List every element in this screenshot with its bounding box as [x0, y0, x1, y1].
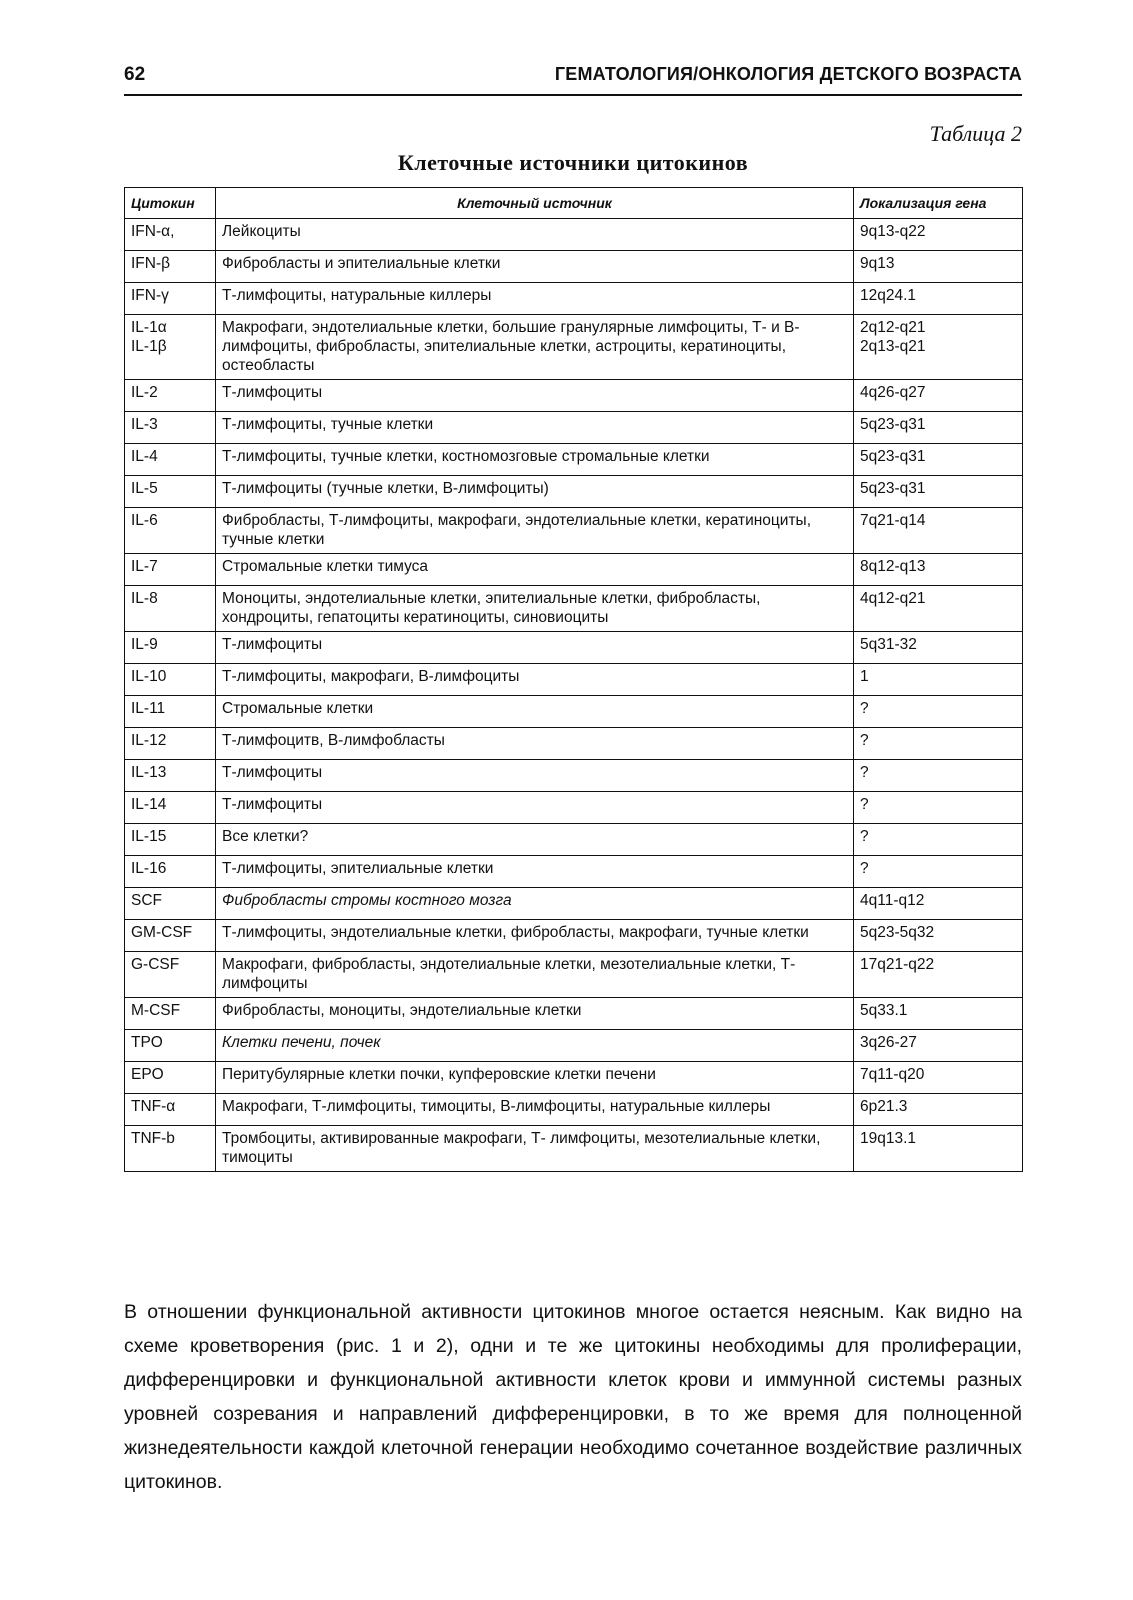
cell-cytokine: SCF	[125, 888, 216, 920]
table-row	[125, 824, 1023, 856]
table-row	[125, 1094, 1023, 1126]
cell-cytokine: GM-CSF	[125, 920, 216, 952]
table-row	[125, 251, 1023, 283]
table-row	[125, 554, 1023, 586]
cell-source: Макрофаги, фибробласты, эндотелиальные клетки, мезотелиальные клетки, Т-лимфоциты	[216, 952, 854, 998]
cell-gene: 5q23-q31	[854, 444, 1023, 476]
cell-gene: 1	[854, 664, 1023, 696]
table-row	[125, 412, 1023, 444]
table-row	[125, 664, 1023, 696]
cell-cytokine: IL-15	[125, 824, 216, 856]
cell-source: Т-лимфоцитв, В-лимфобласты	[216, 728, 854, 760]
cell-cytokine: IL-14	[125, 792, 216, 824]
cell-cytokine: IL-1α IL-1β	[125, 315, 216, 380]
cell-source: Перитубулярные клетки почки, купферовские клетки печени	[216, 1062, 854, 1094]
table-row	[125, 219, 1023, 251]
table-row	[125, 728, 1023, 760]
cell-source: Т-лимфоциты, тучные клетки	[216, 412, 854, 444]
cell-gene: 7q21-q14	[854, 508, 1023, 554]
cell-source: Т-лимфоциты	[216, 380, 854, 412]
cell-source: Тромбоциты, активированные макрофаги, Т- лимфоциты, мезотелиальные клетки, тимоциты	[216, 1126, 854, 1172]
cell-cytokine: IL-9	[125, 632, 216, 664]
cell-cytokine: IFN-γ	[125, 283, 216, 315]
cell-gene: 5q23-5q32	[854, 920, 1023, 952]
cell-cytokine: M-CSF	[125, 998, 216, 1030]
book-title: ГЕМАТОЛОГИЯ/ОНКОЛОГИЯ ДЕТСКОГО ВОЗРАСТА	[554, 64, 1022, 84]
cytokine-table	[124, 187, 1023, 1172]
cell-source: Фибробласты, Т-лимфоциты, макрофаги, эндотелиальные клетки, кератиноциты, тучные клетки	[216, 508, 854, 554]
cell-cytokine: IFN-α,	[125, 219, 216, 251]
table-row	[125, 1030, 1023, 1062]
cell-source: Т-лимфоциты, макрофаги, В-лимфоциты	[216, 664, 854, 696]
cell-cytokine: TPO	[125, 1030, 216, 1062]
cell-source: Т-лимфоциты	[216, 760, 854, 792]
cell-gene: 3q26-27	[854, 1030, 1023, 1062]
cell-cytokine: IL-5	[125, 476, 216, 508]
cell-gene: 5q33.1	[854, 998, 1023, 1030]
cell-source: Т-лимфоциты	[216, 792, 854, 824]
cell-cytokine: IL-6	[125, 508, 216, 554]
cell-cytokine: IL-3	[125, 412, 216, 444]
cell-cytokine: IL-11	[125, 696, 216, 728]
page-number: 62	[124, 64, 146, 85]
cell-source: Т-лимфоциты, натуральные киллеры	[216, 283, 854, 315]
table-row	[125, 888, 1023, 920]
cell-gene: 4q11-q12	[854, 888, 1023, 920]
cell-source: Стромальные клетки	[216, 696, 854, 728]
cell-gene: 5q23-q31	[854, 412, 1023, 444]
table-row	[125, 476, 1023, 508]
table-row	[125, 283, 1023, 315]
cell-cytokine: TNF-α	[125, 1094, 216, 1126]
cell-source: Фибробласты стромы костного мозга	[216, 888, 854, 920]
table-row	[125, 380, 1023, 412]
cell-cytokine: IL-8	[125, 586, 216, 632]
cell-gene: ?	[854, 856, 1023, 888]
table-row	[125, 952, 1023, 998]
table-row	[125, 998, 1023, 1030]
cell-gene: 7q11-q20	[854, 1062, 1023, 1094]
cell-gene: 9q13-q22	[854, 219, 1023, 251]
table-row	[125, 315, 1023, 380]
cell-gene: 17q21-q22	[854, 952, 1023, 998]
column-header-cytokine: Цитокин	[125, 188, 216, 219]
cell-source: Фибробласты и эпителиальные клетки	[216, 251, 854, 283]
cell-gene: 12q24.1	[854, 283, 1023, 315]
cell-source: Моноциты, эндотелиальные клетки, эпителиальные клетки, фибробласты, хондроциты, гепатоциты кератиноциты, синовиоциты	[216, 586, 854, 632]
table-row	[125, 1062, 1023, 1094]
cell-gene: ?	[854, 824, 1023, 856]
cell-source: Макрофаги, эндотелиальные клетки, большие гранулярные лимфоциты, Т- и В- лимфоциты, фибробласты, эпителиальные клетки, астроциты, кератиноциты, остеобласты	[216, 315, 854, 380]
table-label: Таблица 2	[929, 121, 1022, 146]
cell-gene: 9q13	[854, 251, 1023, 283]
cell-gene: 2q12-q21 2q13-q21	[854, 315, 1023, 380]
table-caption: Клеточные источники цитокинов	[397, 150, 749, 175]
table-row	[125, 586, 1023, 632]
cell-cytokine: TNF-b	[125, 1126, 216, 1172]
cell-source: Клетки печени, почек	[216, 1030, 854, 1062]
cell-cytokine: IL-7	[125, 554, 216, 586]
table-row	[125, 856, 1023, 888]
cell-source: Все клетки?	[216, 824, 854, 856]
table-row	[125, 792, 1023, 824]
cell-gene: 5q23-q31	[854, 476, 1023, 508]
cell-source: Т-лимфоциты, эндотелиальные клетки, фибробласты, макрофаги, тучные клетки	[216, 920, 854, 952]
cell-gene: 4q12-q21	[854, 586, 1023, 632]
cell-source: Макрофаги, Т-лимфоциты, тимоциты, В-лимфоциты, натуральные киллеры	[216, 1094, 854, 1126]
table-row	[125, 508, 1023, 554]
table-row	[125, 632, 1023, 664]
cell-gene: ?	[854, 792, 1023, 824]
cell-cytokine: G-CSF	[125, 952, 216, 998]
cell-gene: ?	[854, 696, 1023, 728]
cell-cytokine: EPO	[125, 1062, 216, 1094]
cell-source: Т-лимфоциты	[216, 632, 854, 664]
cell-gene: 19q13.1	[854, 1126, 1023, 1172]
cell-cytokine: IFN-β	[125, 251, 216, 283]
cell-source: Т-лимфоциты (тучные клетки, В-лимфоциты)	[216, 476, 854, 508]
cell-gene: 4q26-q27	[854, 380, 1023, 412]
column-header-source: Клеточный источник	[216, 188, 854, 219]
body-paragraph: В отношении функциональной активности цитокинов многое остается неясным. Как видно на схеме кроветворения (рис. 1 и 2), одни и те же цитокины необходимы для пролиферации, дифференцировки и функциональной активности клеток крови и иммунной системы разных уровней созревания и направлений дифференцировки, в то же время для полноценной жизнедеятельности каждой клеточной генерации необходимо сочетанное воздействие различных цитокинов.	[124, 1300, 1022, 1493]
cell-cytokine: IL-10	[125, 664, 216, 696]
cell-gene: 8q12-q13	[854, 554, 1023, 586]
cell-gene: ?	[854, 728, 1023, 760]
table-row	[125, 1126, 1023, 1172]
cell-source: Фибробласты, моноциты, эндотелиальные клетки	[216, 998, 854, 1030]
table-row	[125, 760, 1023, 792]
cell-gene: 6p21.3	[854, 1094, 1023, 1126]
table-body	[125, 219, 1023, 1172]
table-row	[125, 444, 1023, 476]
cell-cytokine: IL-12	[125, 728, 216, 760]
cell-cytokine: IL-16	[125, 856, 216, 888]
table-row	[125, 920, 1023, 952]
cell-source: Стромальные клетки тимуса	[216, 554, 854, 586]
running-head	[124, 62, 1022, 96]
cell-cytokine: IL-4	[125, 444, 216, 476]
cell-cytokine: IL-13	[125, 760, 216, 792]
cell-source: Т-лимфоциты, эпителиальные клетки	[216, 856, 854, 888]
cell-source: Лейкоциты	[216, 219, 854, 251]
cell-gene: 5q31-32	[854, 632, 1023, 664]
cell-source: Т-лимфоциты, тучные клетки, костномозговые стромальные клетки	[216, 444, 854, 476]
table-row	[125, 696, 1023, 728]
table-header-row	[125, 188, 1023, 219]
column-header-gene: Локализация гена	[854, 188, 1023, 219]
cell-cytokine: IL-2	[125, 380, 216, 412]
cell-gene: ?	[854, 760, 1023, 792]
